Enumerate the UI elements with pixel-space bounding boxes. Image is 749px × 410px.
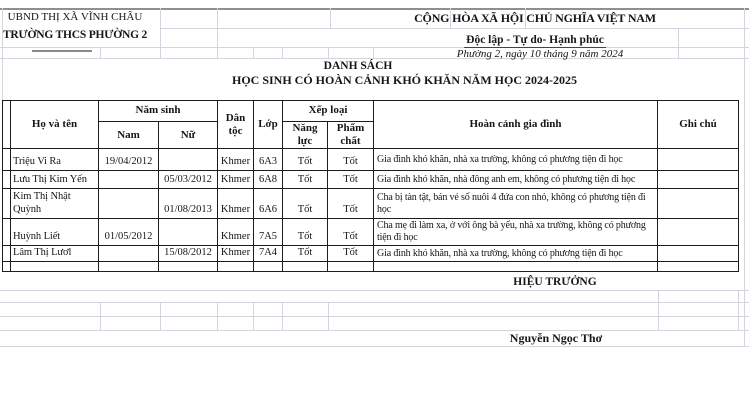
gridline	[160, 302, 161, 330]
gridline	[328, 47, 329, 58]
cell-quality: Tốt	[328, 219, 374, 246]
header-birth-group: Năm sinh	[99, 101, 218, 122]
cell-grade: 6A3	[254, 149, 283, 171]
empty-cell	[159, 262, 218, 272]
gridline	[217, 8, 218, 58]
cell-female-dob: 05/03/2012	[159, 171, 218, 189]
header-female: Nữ	[159, 122, 218, 149]
signature-title: HIỆU TRƯỞNG	[513, 276, 597, 288]
gridline	[373, 47, 374, 58]
table-empty-row	[3, 262, 739, 272]
gridline	[744, 8, 745, 346]
date-line: Phường 2, ngày 10 tháng 9 năm 2024	[456, 48, 624, 60]
header-quality: Phẩm chất	[328, 122, 374, 149]
cell-family: Gia đình khó khăn, nhà xa trường, không có phương tiện đi học	[374, 149, 658, 171]
cell-ethnicity: Khmer	[218, 246, 254, 262]
gridline	[100, 47, 101, 58]
cell-ethnicity: Khmer	[218, 189, 254, 219]
gridline	[100, 302, 101, 330]
cell-quality: Tốt	[328, 171, 374, 189]
cell-notes	[658, 171, 739, 189]
empty-cell	[658, 262, 739, 272]
cell-female-dob: 01/08/2013	[159, 189, 218, 219]
cell-notes	[658, 246, 739, 262]
cell-ability: Tốt	[283, 219, 328, 246]
signature-name: Nguyễn Ngọc Thơ	[509, 331, 603, 345]
org-underline-rule	[32, 50, 92, 52]
cell-ability: Tốt	[283, 149, 328, 171]
cell-grade: 6A8	[254, 171, 283, 189]
empty-cell	[3, 262, 11, 272]
empty-cell	[328, 262, 374, 272]
gridline	[160, 8, 161, 58]
header-ability: Năng lực	[283, 122, 328, 149]
table-row	[3, 171, 739, 189]
empty-cell	[218, 262, 254, 272]
cell-name: Huỳnh Liết	[11, 219, 99, 246]
gridline	[160, 28, 749, 29]
national-motto-line1: CỘNG HÒA XÃ HỘI CHỦ NGHĨA VIỆT NAM	[414, 11, 656, 25]
cell-name: Lâm Thị Lươl	[11, 246, 99, 262]
header-name: Họ và tên	[11, 101, 99, 149]
cell-notes	[658, 189, 739, 219]
cell-male-dob	[99, 189, 159, 219]
cell-ethnicity: Khmer	[218, 149, 254, 171]
header-male: Nam	[99, 122, 159, 149]
cell-ethnicity: Khmer	[218, 171, 254, 189]
cell-name: Kim Thị Nhật Quỳnh	[11, 189, 99, 219]
header-notes: Ghi chú	[658, 101, 739, 149]
stt-header-cell	[3, 101, 11, 149]
cell-quality: Tốt	[328, 246, 374, 262]
table-row	[3, 219, 739, 246]
empty-cell	[374, 262, 658, 272]
gridline	[330, 8, 331, 28]
cell-female-dob	[159, 149, 218, 171]
gridline	[0, 302, 749, 303]
cell-notes	[658, 149, 739, 171]
cell-female-dob	[159, 219, 218, 246]
stt-cell	[3, 219, 11, 246]
table-row	[3, 149, 739, 171]
gridline	[328, 302, 329, 330]
cell-male-dob	[99, 171, 159, 189]
header-ethnicity: Dân tộc	[218, 101, 254, 149]
cell-name: Triệu Vi Ra	[11, 149, 99, 171]
empty-cell	[99, 262, 159, 272]
gridline	[282, 47, 283, 58]
cell-male-dob	[99, 246, 159, 262]
gridline	[0, 316, 749, 317]
table-header-row	[3, 101, 739, 122]
table-row	[3, 189, 739, 219]
students-table	[2, 100, 739, 272]
cell-quality: Tốt	[328, 149, 374, 171]
gridline	[0, 346, 749, 347]
cell-family: Cha mẹ đi làm xa, ở với ông bà yếu, nhà xa trường, không có phương tiện đi học	[374, 219, 658, 246]
gridline	[0, 8, 749, 10]
cell-female-dob: 15/08/2012	[159, 246, 218, 262]
gridline	[0, 290, 749, 291]
cell-ability: Tốt	[283, 171, 328, 189]
cell-grade: 7A4	[254, 246, 283, 262]
cell-ability: Tốt	[283, 246, 328, 262]
table-row	[3, 246, 739, 262]
cell-family: Gia đình khó khăn, nhà xa trường, không có phương tiện đi học	[374, 246, 658, 262]
cell-male-dob: 19/04/2012	[99, 149, 159, 171]
national-motto-line2: Độc lập - Tự do- Hạnh phúc	[466, 34, 604, 46]
stt-cell	[3, 189, 11, 219]
document-title-line2: HỌC SINH CÓ HOÀN CẢNH KHÓ KHĂN NĂM HỌC 2024-2025	[232, 73, 577, 87]
org-name-line2: TRƯỜNG THCS PHƯỜNG 2	[2, 29, 148, 41]
cell-quality: Tốt	[328, 189, 374, 219]
cell-grade: 7A5	[254, 219, 283, 246]
cell-name: Lưu Thị Kim Yến	[11, 171, 99, 189]
stt-cell	[3, 246, 11, 262]
empty-cell	[254, 262, 283, 272]
cell-male-dob: 01/05/2012	[99, 219, 159, 246]
header-grade: Lớp	[254, 101, 283, 149]
empty-cell	[283, 262, 328, 272]
gridline	[217, 302, 218, 330]
cell-ability: Tốt	[283, 189, 328, 219]
cell-ethnicity: Khmer	[218, 219, 254, 246]
header-family: Hoàn cảnh gia đình	[374, 101, 658, 149]
gridline	[253, 302, 254, 330]
cell-notes	[658, 219, 739, 246]
gridline	[282, 302, 283, 330]
cell-family: Cha bị tàn tật, bán vé số nuôi 4 đứa con nhỏ, không có phương tiện đi học	[374, 189, 658, 219]
gridline	[658, 290, 659, 330]
empty-cell	[11, 262, 99, 272]
stt-cell	[3, 149, 11, 171]
stt-cell	[3, 171, 11, 189]
cell-family: Gia đình khó khăn, nhà đông anh em, không có phương tiện đi học	[374, 171, 658, 189]
header-rating-group: Xếp loại	[283, 101, 374, 122]
gridline	[738, 290, 739, 330]
gridline	[253, 47, 254, 58]
cell-grade: 6A6	[254, 189, 283, 219]
document-title-line1: DANH SÁCH	[323, 60, 393, 72]
org-name-line1: UBND THỊ XÃ VĨNH CHÂU	[7, 11, 143, 23]
